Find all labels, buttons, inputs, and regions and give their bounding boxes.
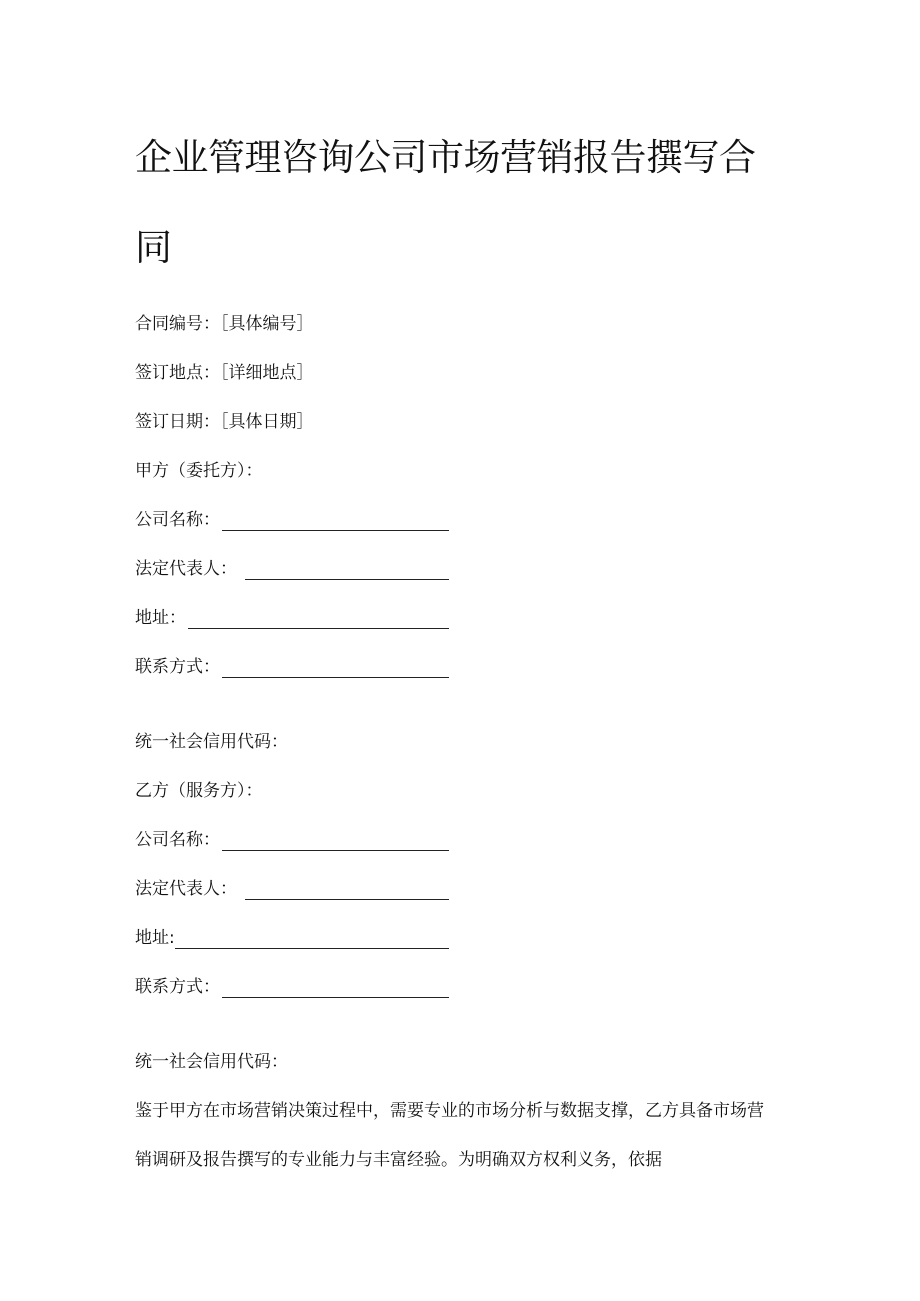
party-b-address-blank	[175, 932, 449, 949]
party-a-company-field	[135, 509, 449, 531]
party-a-address-label: 地址：	[135, 608, 186, 628]
party-a-credit-code: 统一社会信用代码：	[135, 732, 288, 752]
party-b-representative-blank	[245, 883, 449, 900]
party-b-contact-label: 联系方式：	[135, 977, 220, 997]
party-a-contact-blank	[222, 661, 449, 678]
party-b-company-field	[135, 829, 449, 851]
party-b-representative-field	[135, 878, 449, 900]
party-a-contact-label: 联系方式：	[135, 657, 220, 677]
party-b-address-field	[135, 927, 449, 949]
contract-number: 合同编号：［具体编号］	[135, 314, 314, 334]
party-a-contact-field	[135, 656, 449, 678]
document-title-line-1: 企业管理咨询公司市场营销报告撰写合	[135, 136, 756, 179]
party-b-company-label: 公司名称：	[135, 830, 220, 850]
party-b-company-blank	[222, 834, 449, 851]
party-b-address-label: 地址:	[135, 928, 175, 948]
signing-date: 签订日期：［具体日期］	[135, 412, 314, 432]
party-a-address-field	[135, 607, 449, 629]
party-b-contact-blank	[222, 981, 449, 998]
party-b-contact-field	[135, 976, 449, 998]
party-a-address-blank	[188, 612, 449, 629]
party-b-credit-code: 统一社会信用代码：	[135, 1052, 288, 1072]
party-a-company-blank	[222, 514, 449, 531]
party-a-company-label: 公司名称：	[135, 510, 220, 530]
party-a-representative-field	[135, 558, 449, 580]
preamble-line-2: 销调研及报告撰写的专业能力与丰富经验。为明确双方权利义务，依据	[135, 1150, 662, 1170]
party-a-heading: 甲方（委托方）：	[135, 461, 263, 481]
party-b-representative-label: 法定代表人：	[135, 879, 237, 899]
party-b-heading: 乙方（服务方）：	[135, 781, 263, 801]
signing-place: 签订地点：［详细地点］	[135, 363, 314, 383]
party-a-representative-blank	[245, 563, 449, 580]
document-title-line-2: 同	[135, 226, 172, 269]
preamble-line-1: 鉴于甲方在市场营销决策过程中，需要专业的市场分析与数据支撑，乙方具备市场营	[135, 1101, 764, 1121]
party-a-representative-label: 法定代表人：	[135, 559, 237, 579]
